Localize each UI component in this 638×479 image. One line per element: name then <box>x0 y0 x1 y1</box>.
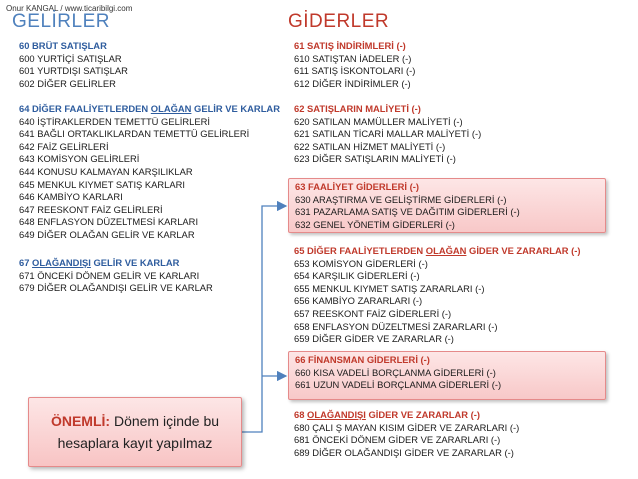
group-header: 66 FİNANSMAN GİDERLERİ (-) <box>295 354 430 365</box>
list-item: 632 GENEL YÖNETİM GİDERLERİ (-) <box>295 218 455 230</box>
list-item: 654 KARŞILIK GİDERLERİ (-) <box>294 270 420 282</box>
list-item: 620 SATILAN MAMÜLLER MALİYETİ (-) <box>294 115 463 127</box>
connector-line <box>242 206 286 432</box>
list-item: 653 KOMİSYON GİDERLERİ (-) <box>294 257 428 269</box>
expenses-title: GİDERLER <box>288 11 390 32</box>
list-item: 659 DİĞER GİDER VE ZARARLAR (-) <box>294 333 454 345</box>
important-note-box <box>28 397 242 467</box>
note-keyword: ÖNEMLİ: <box>50 413 111 429</box>
list-item: 602 DİĞER GELİRLER <box>19 77 116 89</box>
list-item: 630 ARAŞTIRMA VE GELİŞTİRME GİDERLERİ (-) <box>295 193 507 205</box>
incomes-title: GELİRLER <box>12 11 110 32</box>
group-header: 65 DİĞER FAALİYETLERDEN OLAĞAN GİDER VE ZARARLAR (-) <box>294 245 581 256</box>
list-item: 643 KOMİSYON GELİRLERİ <box>19 153 140 165</box>
list-item: 610 SATIŞTAN İADELER (-) <box>294 52 412 64</box>
list-item: 649 DİĞER OLAĞAN GELİR VE KARLAR <box>19 228 195 240</box>
list-item: 621 SATILAN TİCARİ MALLAR MALİYETİ (-) <box>294 128 482 140</box>
list-item: 646 KAMBİYO KARLARI <box>19 191 123 203</box>
note-text-line1: Dönem içinde bu <box>110 413 220 429</box>
list-item: 601 YURTDIŞI SATIŞLAR <box>19 65 128 77</box>
group-header: 62 SATIŞLARIN MALİYETİ (-) <box>294 103 421 114</box>
list-item: 640 İŞTİRAKLERDEN TEMETTÜ GELİRLERİ <box>19 115 211 127</box>
list-item: 642 FAİZ GELİRLERİ <box>19 140 109 152</box>
list-item: 623 DİĞER SATIŞLARIN MALİYETİ (-) <box>294 153 456 165</box>
list-item: 631 PAZARLAMA SATIŞ VE DAĞITIM GİDERLERİ (-) <box>295 206 520 218</box>
group-header: 67 OLAĞANDIŞI GELİR VE KARLAR <box>19 257 180 268</box>
note-text-line2: hesaplara kayıt yapılmaz <box>57 435 213 451</box>
list-item: 689 DİĞER OLAĞANDIŞI GİDER VE ZARARLAR (-) <box>294 446 514 458</box>
list-item: 681 ÖNCEKİ DÖNEM GİDER VE ZARARLARI (-) <box>294 434 501 446</box>
list-item: 671 ÖNCEKİ DÖNEM GELİR VE KARLARI <box>19 269 200 281</box>
list-item: 679 DİĞER OLAĞANDIŞI GELİR VE KARLAR <box>19 282 213 294</box>
list-item: 600 YURTİÇİ SATIŞLAR <box>19 52 122 64</box>
list-item: 612 DİĞER İNDİRİMLER (-) <box>294 77 411 89</box>
list-item: 657 REESKONT FAİZ GİDERLERİ (-) <box>294 307 452 319</box>
group-header: 61 SATIŞ İNDİRİMLERİ (-) <box>294 40 406 51</box>
group-header: 63 FAALİYET GİDERLERİ (-) <box>295 181 419 192</box>
list-item: 661 UZUN VADELİ BORÇLANMA GİDERLERİ (-) <box>295 379 502 391</box>
list-item: 611 SATIŞ İSKONTOLARI (-) <box>294 65 416 77</box>
list-item: 648 ENFLASYON DÜZELTMESİ KARLARI <box>19 216 199 228</box>
credit-text: Onur KANGAL / www.ticaribilgi.com <box>6 4 133 13</box>
group-header: 64 DİĞER FAALİYETLERDEN OLAĞAN GELİR VE KARLAR <box>19 103 280 114</box>
group-header: 60 BRÜT SATIŞLAR <box>19 40 107 51</box>
list-item: 645 MENKUL KIYMET SATIŞ KARLARI <box>19 178 186 190</box>
list-item: 680 ÇALI Ş MAYAN KISIM GİDER VE ZARARLARI (-) <box>294 421 520 433</box>
list-item: 644 KONUSU KALMAYAN KARŞILIKLAR <box>19 165 193 177</box>
list-item: 658 ENFLASYON DÜZELTMESİ ZARARLARI (-) <box>294 320 498 332</box>
list-item: 660 KISA VADELİ BORÇLANMA GİDERLERİ (-) <box>295 366 496 378</box>
list-item: 647 REESKONT FAİZ GELİRLERİ <box>19 203 163 215</box>
group-header: 68 OLAĞANDIŞI GİDER VE ZARARLAR (-) <box>294 409 480 420</box>
list-item: 641 BAĞLI ORTAKLIKLARDAN TEMETTÜ GELİRLERİ <box>19 128 250 140</box>
list-item: 656 KAMBİYO ZARARLARI (-) <box>294 295 423 307</box>
list-item: 622 SATILAN HİZMET MALİYETİ (-) <box>294 140 446 152</box>
list-item: 655 MENKUL KIYMET SATIŞ ZARARLARI (-) <box>294 282 485 294</box>
